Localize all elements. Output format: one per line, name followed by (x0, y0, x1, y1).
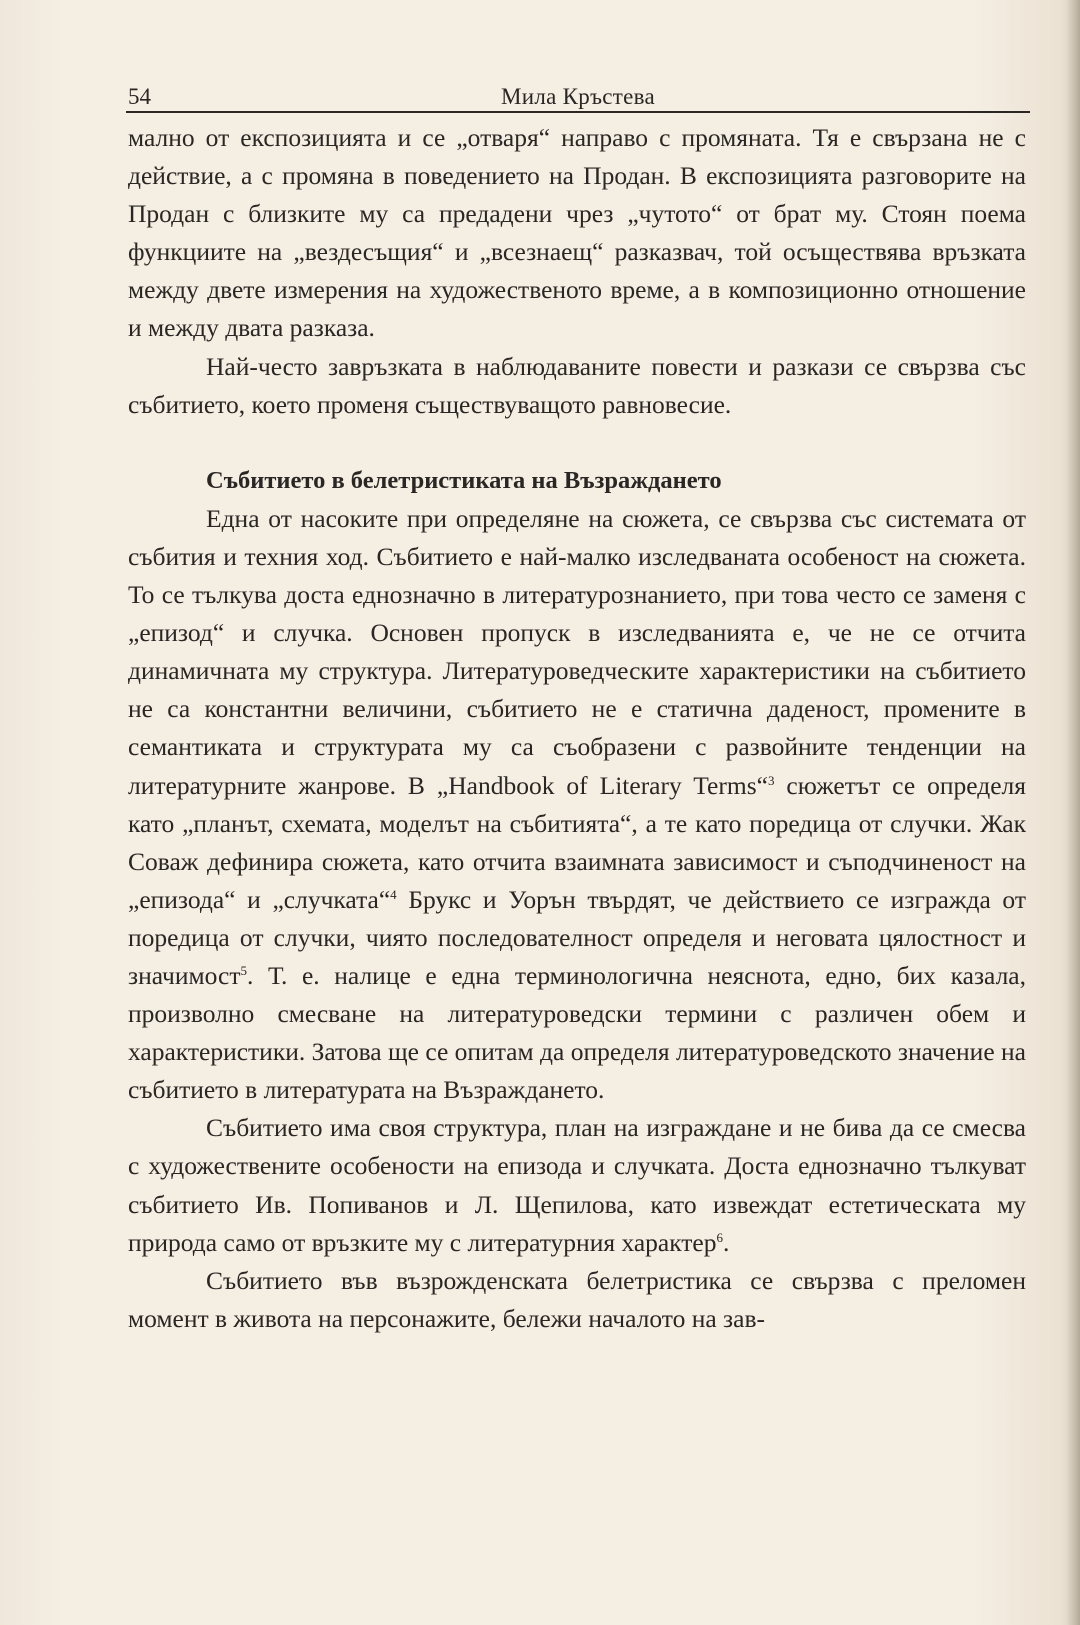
paragraph-1: мално от експозицията и се „отваря“ направо с промяната. Тя е свързана не с действие, а с промяна в поведението на Продан. В експозицията разговорите на Продан с близките му са предадени чрез „чутото“ от брат му. Стоян поема функциите на „вездесъщия“ и „всезнаещ“ разказвач, той осъществява връзката между двете измерения на художественото време, а в композиционно отношение и между двата разказа. (128, 123, 1026, 343)
body-text (128, 119, 1026, 1338)
page-number: 54 (128, 84, 151, 109)
paragraph-3-part-b: сюжетът се определя като „планът, схемата, моделът на събитията“, а те като поредица от случки. Жак Соваж дефинира сюжета, като отчита взаимната зависимост и съподчиненост на „епизода“ и „случката“ (128, 770, 1026, 914)
paragraph-3-part-d: . Т. е. налице е една терминологична неяснота, едно, бих казала, произволно смесване на литературоведски термини с различен обем и характеристики. Затова ще се опитам да определя литературоведското значение на събитието в литературата на Възраждането. (128, 960, 1026, 1105)
footnote-ref-4: 4 (390, 886, 397, 902)
header-rule (126, 111, 1030, 113)
paragraph-3-part-a: Една от насоките при определяне на сюжета, се свързва със системата от събития и техния ход. Събитието е най-малко изследваната особеност на сюжета. То се тълкува доста еднозначно в литературознанието, при това често се заменя с „епизод“ и случка. Основен пропуск в изследванията е, че не се отчита динамичната му структура. Литературоведческите характеристики на събитието не са константни величини, събитието не е статична даденост, промените в семантиката и структурата му са съобразени с развойните тенденции на литературните жанрове. В „Handbook of Literary Terms“ (128, 503, 1026, 800)
footnote-ref-3: 3 (767, 772, 775, 788)
paragraph-4-part-b: . (723, 1227, 730, 1257)
paragraph-4-part-a: Събитието има своя структура, план на изграждане и не бива да се смесва с художествените особености на епизода и случката. Доста еднозначно тълкуват събитието Ив. Попиванов и Л. Щепилова, като извеждат естетическата му природа само от връзките му с литературния характер (128, 1113, 1026, 1257)
footnote-ref-6: 6 (716, 1229, 724, 1245)
paragraph-3 (128, 500, 1026, 1110)
paragraph-3-part-c: Брукс и Уорън твърдят, че действието се изгражда от поредица от случки, чиято последователност определя и неговата цялостност и значимост (128, 884, 1026, 990)
section-spacer (128, 424, 1026, 462)
page-edge (1066, 0, 1080, 1625)
paragraph-2: Най-често завръзката в наблюдаваните повести и разкази се свързва със събитието, което променя съществуващото равновесие. (128, 351, 1026, 419)
section-heading: Събитието в белетристиката на Възраждането (206, 466, 722, 494)
footnote-ref-5: 5 (240, 962, 247, 978)
running-head: Мила Кръстева (500, 84, 656, 109)
paragraph-4 (128, 1109, 1026, 1261)
paragraph-5: Събитието във възрожденската белетристика се свързва с преломен момент в живота на персонажите, бележи началото на зав- (128, 1265, 1026, 1333)
